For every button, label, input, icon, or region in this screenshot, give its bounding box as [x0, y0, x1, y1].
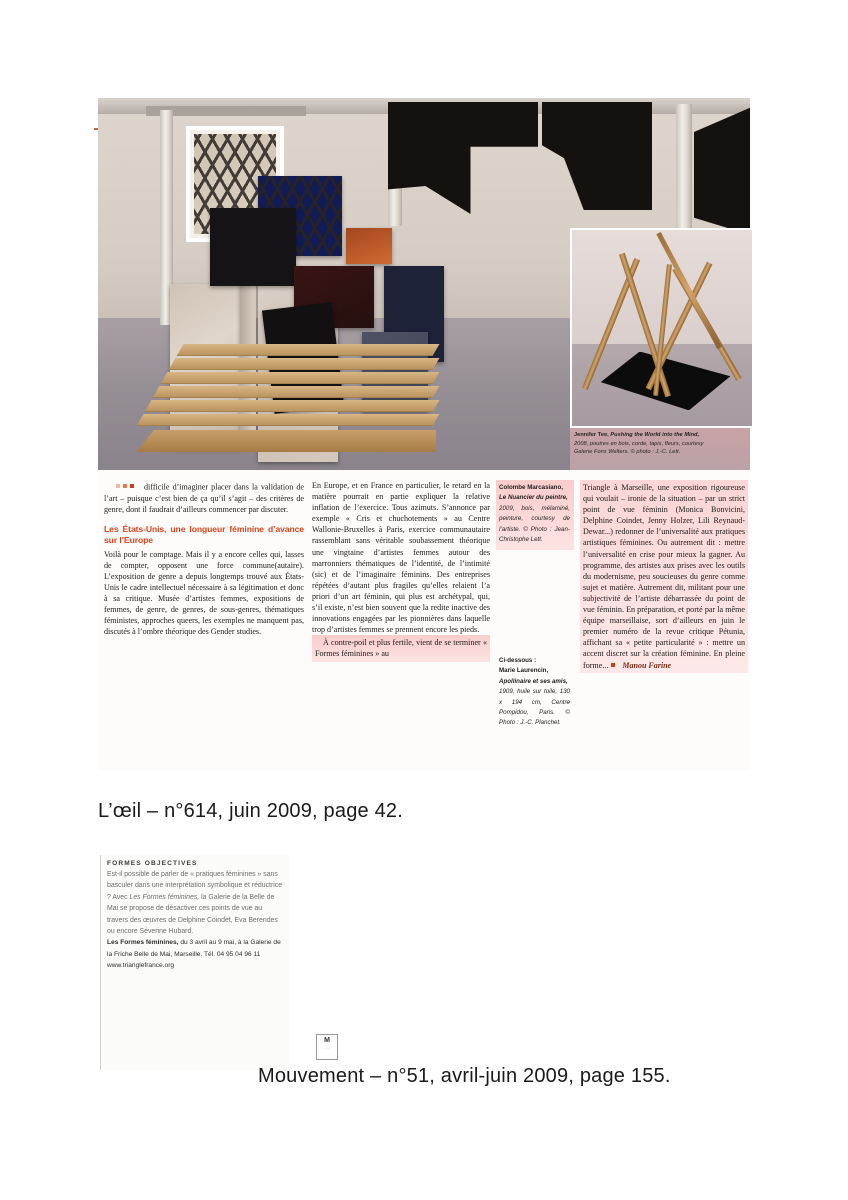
clipping2-body-part2: la Galerie de la Belle de Mai se propose de désactiver ces points de vue au travers des œuvres de Delphine Coindet, Eva Berendes ou encore Séverine Hubard. [107, 893, 278, 936]
side-caption-artist: Marie Laurencin, [499, 667, 549, 675]
clipping2-title: FORMES OBJECTIVES [107, 860, 198, 867]
column-1-body: Voilà pour le comptage. Mais il y a encore celles qui, lasses de compter, opposent une force commune(autaire). L’exposition de genre a depuis longtemps trouvé aux États-Unis le cadre intellectuel nécessaire à sa légitimation et donc à sa critique. Musée d’artistes femmes, expositions de femmes, de genre, de genres, de sous-genres, thématiques féministes, approches queers, les exemples ne manquent pas, discutés à l’ombre théorique des Gender studies. [104, 549, 304, 637]
column-4-highlighted-body [580, 480, 748, 673]
magazine-clipping-loeil [98, 98, 750, 770]
sculpture-panel [210, 208, 296, 286]
inset-photograph [570, 228, 754, 428]
side-caption-laurencin [496, 656, 574, 729]
clipping2-body-part1: Est-il possible de parler de « pratiques féminines » sans basculer dans une interprétation symbolique et réductrice ? Avec [107, 871, 283, 901]
mouvement-logo-icon [316, 1034, 338, 1060]
end-mark-icon [611, 663, 615, 667]
source-caption-loeil: L’œil – n°614, juin 2009, page 42. [98, 800, 404, 822]
inset-photo-caption [570, 428, 750, 470]
side-caption-details: 1909, huile sur toile, 130 x 194 cm, Centre Pompidou, Paris. © Photo : J.-C. Planchet. [499, 688, 570, 727]
source-caption-mouvement: Mouvement – n°51, avril-juin 2009, page 155. [258, 1065, 671, 1087]
article-column-1 [104, 480, 304, 637]
caption-line-3: Galerie Fons Welters. © photo : J.-C. Lett. [574, 449, 681, 456]
side-caption-marcasiano [496, 480, 574, 550]
clipping2-info [107, 937, 284, 971]
magazine-clipping-mouvement [100, 855, 330, 1070]
column-2-body: En Europe, et en France en particulier, le retard en la matière pourrait en partie expliquer la relative inflation de l’exercice. Tous azimuts. S’annonce par exemple « Cris et chuchotements » au Centre Wallonie-Bruxelles à Paris, exercice communautaire rassemblant sans véritable soubassement théorique une vingtaine d’artistes femmes autour des marronniers thématiques de l’identité, de l’intimité (sic) et de l’imaginaire féminins. Des entreprises répétées d’autant plus fragiles qu’elles relaient l’a priori d’un art féminin, qui plus est archétypal, qui, s’il existe, n’est bien souvent que la redite inactive des innovations engagées par les pionnières dans laquelle trop d’artistes femmes se prennent encore les pieds. [312, 481, 490, 635]
logo-letter: M [324, 1037, 330, 1044]
wooden-pallet [136, 330, 436, 452]
article-column-4 [580, 480, 748, 673]
side-caption-details: 2009, bois, mélaminé, peinture, courtesy de l’artiste. © Photo : Jean-Christophe Lett. [499, 504, 570, 544]
side-caption-title: Le Nuancier du peintre, [499, 494, 568, 502]
side-caption-prefix: Ci-dessous : [499, 657, 537, 664]
caption-artist: Jennifer Tee, [574, 432, 609, 438]
clipping2-info-bold: Les Formes féminines, [107, 939, 179, 947]
article-column-2 [312, 480, 490, 662]
caption-line-2: 2008, poutres en bois, corde, tapis, fleurs, courtesy [574, 440, 704, 447]
column-2-highlighted-text: À contre-poil et plus fertile, vient de se terminer « Formes féminines » au [312, 635, 490, 661]
article-columns [98, 480, 750, 770]
side-caption-artist: Colombe Marcasiano, [499, 484, 563, 491]
pallet-edge [136, 430, 436, 452]
column-4-text: Triangle à Marseille, une exposition rigoureuse qui voulait – ironie de la situation – par un strict point de vue féminin (Monica Bonvicini, Delphine Coindet, Jenny Holzer, Lili Reynaud-Dewar...) redonner de l’universalité aux pratiques artistiques féminines. Ou autrement dit : mettre l’universalité en crise pour mieux la gagner. Au programme, des artistes aux prises avec les outils du modernisme, peu soucieuses du genre comme sujet et matière. Autrement dit, militant pour une subjectivité de l’artiste débarrassée du point de vue féminin. En préparation, et porté par la même équipe marseillaise, sort d’ailleurs en juin le premier numéro de la revue critique Pétunia, affichant sa « petite particularité » : mettre un accent discret sur la création féminine. En pleine forme... [583, 483, 745, 670]
lead-text: difficile d’imaginer placer dans la validation de l’art – puisque c’est bien de ça qu’il s’agit – des critères de genre, dont il faudrait d’ailleurs commencer par discuter. [104, 482, 304, 514]
author-signature: Manou Farine [622, 660, 672, 670]
caption-line-1 [574, 431, 746, 440]
caption-title: Pushing the World into the Mind, [610, 432, 700, 438]
sculpture-panel-orange [346, 228, 392, 264]
decorative-dots-icon [116, 480, 137, 491]
clipping2-website[interactable]: www.trianglefrance.org [107, 961, 175, 969]
lead-paragraph [104, 480, 304, 515]
photo-block [98, 98, 750, 470]
side-caption-title: Apollinaire et ses amis, [499, 677, 568, 685]
article-subheading: Les États-Unis, une longueur féminine d’avance sur l’Europe [104, 523, 304, 546]
clipping2-info-rest: du 3 avril au 9 mai, à la Galerie de la Friche Belle de Mai, Marseille. Tél. 04 95 04 96 11 [107, 939, 281, 958]
logo-subtext: ··· [325, 1046, 329, 1051]
clipping2-body-italic: Les Formes féminines, [129, 893, 200, 901]
clipping2-body [107, 869, 284, 937]
